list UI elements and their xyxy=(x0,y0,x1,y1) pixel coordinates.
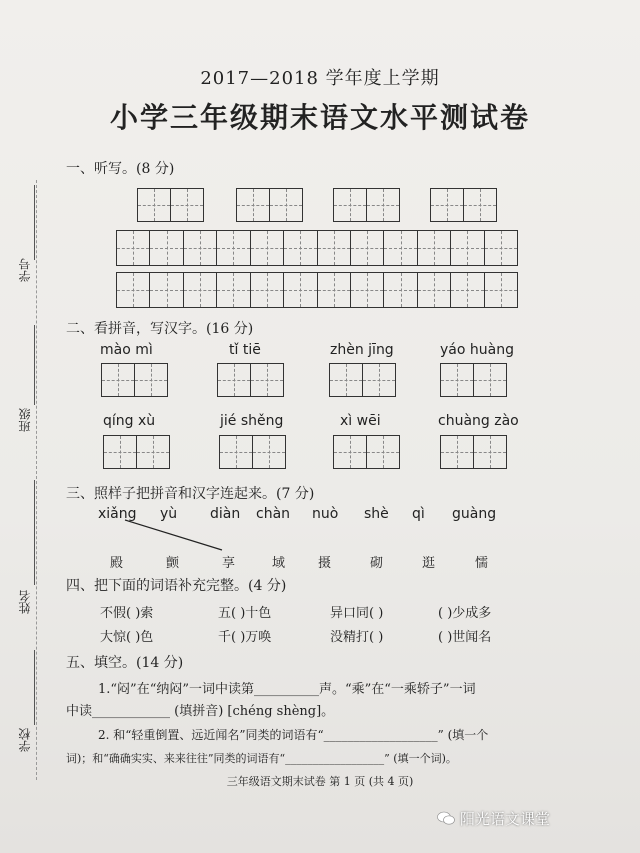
idiom-b1: 大惊( )色 xyxy=(100,630,154,645)
match-char-3: 享 xyxy=(222,556,236,571)
section-1-heading: 一、听写。(8 分) xyxy=(66,161,175,177)
pinyin-1-1: mào mì xyxy=(100,342,153,358)
school-year: 2017—2018 学年度上学期 xyxy=(200,68,440,89)
match-pinyin-3: diàn xyxy=(210,506,241,522)
section-2-heading: 二、看拼音，写汉字。(16 分) xyxy=(66,321,254,337)
match-char-8: 懦 xyxy=(475,556,489,571)
name-label: 姓名 xyxy=(18,590,32,614)
match-char-4: 域 xyxy=(272,556,286,571)
match-char-2: 颤 xyxy=(166,556,180,571)
school-label: 学校 xyxy=(18,728,32,752)
idiom-a3: 异口同( ) xyxy=(330,606,384,621)
match-pinyin-7: qì xyxy=(412,506,425,522)
idiom-b2: 千( )万唤 xyxy=(218,630,272,645)
watermark: 阳光语文课堂 xyxy=(460,810,551,828)
match-pinyin-6: shè xyxy=(364,506,389,522)
pinyin-2-3: xì wēi xyxy=(340,413,381,429)
pinyin-1-3: zhèn jīng xyxy=(330,342,394,358)
page-footer: 三年级语文期末试卷 第 1 页 (共 4 页) xyxy=(226,775,414,788)
pinyin-1-2: tǐ tiē xyxy=(229,342,261,358)
match-char-6: 砌 xyxy=(370,556,384,571)
match-char-1: 殿 xyxy=(110,556,124,571)
match-char-7: 逛 xyxy=(422,556,436,571)
match-pinyin-4: chàn xyxy=(256,506,291,522)
fill-line-3: 2. 和“轻重倒置、远近闻名”同类的词语有“___________________” (填一个 xyxy=(98,728,489,742)
idiom-b3: 没精打( ) xyxy=(330,630,384,645)
fill-line-1: 1.“闷”在“纳闷”一词中读第__________声。“乘”在“一乘轿子”一词 xyxy=(98,682,476,697)
pinyin-2-2: jié shěng xyxy=(220,413,284,429)
idiom-b4: ( )世闻名 xyxy=(438,630,492,645)
match-pinyin-2: yù xyxy=(160,506,178,522)
idiom-a2: 五( )十色 xyxy=(218,606,272,621)
match-pinyin-8: guàng xyxy=(452,506,497,522)
section-4-heading: 四、把下面的词语补充完整。(4 分) xyxy=(66,578,287,594)
section-3-heading: 三、照样子把拼音和汉字连起来。(7 分) xyxy=(66,486,315,502)
pinyin-1-4: yáo huàng xyxy=(440,342,514,358)
section-5-heading: 五、填空。(14 分) xyxy=(66,655,184,671)
pinyin-2-1: qíng xù xyxy=(103,413,156,429)
student-no-label: 学号 xyxy=(18,258,32,282)
idiom-a4: ( )少成多 xyxy=(438,606,492,621)
pinyin-2-4: chuàng zào xyxy=(438,413,519,429)
idiom-a1: 不假( )索 xyxy=(100,606,154,621)
wechat-icon xyxy=(437,811,455,825)
match-pinyin-1: xiǎng xyxy=(98,506,137,522)
fill-line-2: 中读____________ (填拼音) [chéng shèng]。 xyxy=(66,704,335,719)
match-pinyin-5: nuò xyxy=(312,506,339,522)
match-char-5: 摄 xyxy=(318,556,332,571)
fill-line-4: 词)；和“确确实实、来来往往”同类的词语有“__________________” (填一个词)。 xyxy=(66,752,457,765)
class-label: 班级 xyxy=(18,408,32,432)
exam-title: 小学三年级期末语文水平测试卷 xyxy=(109,101,530,134)
